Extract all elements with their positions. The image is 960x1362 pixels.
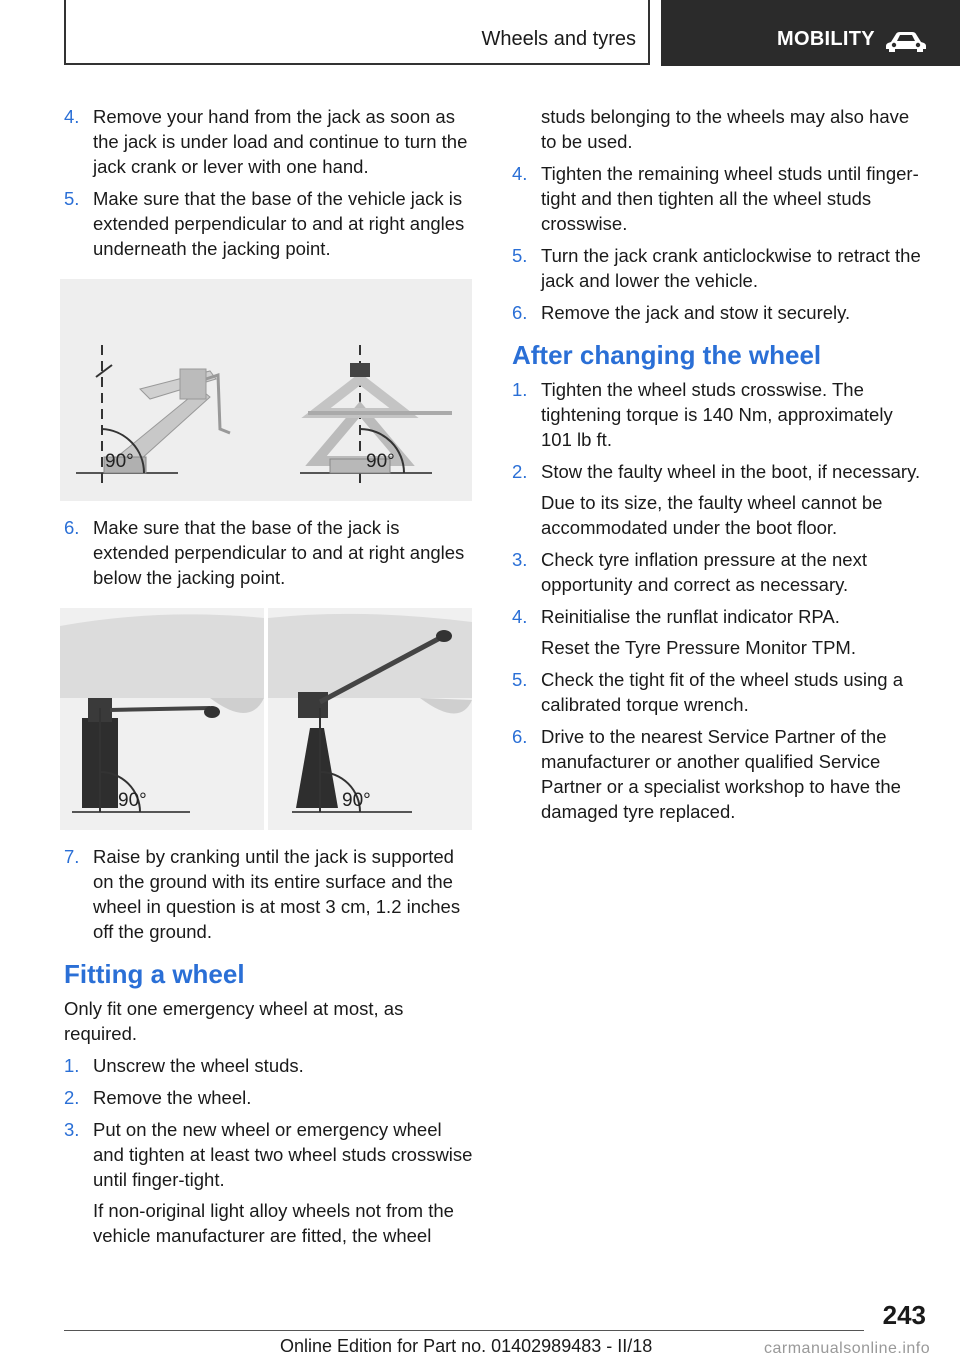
list-item-continuation [512,104,924,154]
angle-label: 90° [105,451,134,472]
footer-rule [64,1330,864,1331]
list-item [64,104,476,179]
angle-label: 90° [342,790,371,811]
jack-illustration [60,279,472,501]
list-item [512,459,924,540]
list-item [512,667,924,717]
figure-jack-below-point [60,608,472,830]
step-text: Remove the jack and stow it securely. [541,302,851,323]
header-rule-mid [648,0,650,64]
step-number: 4. [512,606,528,627]
angle-label: 90° [118,790,147,811]
step-text: Unscrew the wheel studs. [93,1055,304,1076]
list-item [512,604,924,660]
step-text: Remove the wheel. [93,1087,252,1108]
car-icon [885,30,927,52]
jack-vehicle-illustration [60,608,472,830]
step-text: Turn the jack crank anticlockwise to retract the jack and lower the vehicle. [541,245,921,291]
left-column [64,104,476,1255]
step-note: If non-original light alloy wheels not from the vehicle manufacturer are fitted, the wheel [93,1200,454,1246]
right-column [512,104,924,831]
step-number: 6. [512,302,528,323]
watermark: carmanualsonline.info [764,1340,931,1357]
step-text: Check the tight fit of the wheel studs using a calibrated torque wrench. [541,669,903,715]
footer-edition: Online Edition for Part no. 01402989483 - II/18 [280,1336,653,1356]
step-note: Reset the Tyre Pressure Monitor TPM. [541,637,856,658]
list-item [512,161,924,236]
step-text: Tighten the wheel studs crosswise. The tightening torque is 140 Nm, approximately 101 lb ft. [541,379,893,450]
list-item [512,243,924,293]
list-item [512,547,924,597]
step-number: 6. [64,517,80,538]
list-item [512,300,924,325]
angle-label: 90° [366,451,395,472]
step-number: 5. [512,245,528,266]
step-number: 6. [512,726,528,747]
step-text: Stow the faulty wheel in the boot, if necessary. [541,461,921,482]
step-text: Drive to the nearest Service Partner of the manufacturer or another qualified Service Partner or a specialist workshop to have the damaged tyre replaced. [541,726,901,822]
step-number: 5. [64,188,80,209]
step-text: Remove your hand from the jack as soon as the jack is under load and continue to turn the jack crank or lever with one hand. [93,106,468,177]
step-text: studs belonging to the wheels may also have to be used. [541,106,910,152]
step-text: Check tyre inflation pressure at the next opportunity and correct as necessary. [541,549,867,595]
step-number: 4. [512,163,528,184]
list-item [64,186,476,261]
list-item [512,724,924,824]
header-chapter-label: MOBILITY [777,28,875,50]
list-item [512,377,924,452]
header-rule-bottom [64,63,650,65]
page-number: 243 [882,1300,926,1330]
step-number: 5. [512,669,528,690]
step-text: Reinitialise the runflat indicator RPA. [541,606,840,627]
step-text: Make sure that the base of the jack is extended perpendicular to and at right angles below the jacking point. [93,517,465,588]
section-intro: Only fit one emergency wheel at most, as required. [64,998,404,1044]
step-text: Make sure that the base of the vehicle jack is extended perpendicular to and at right angles underneath the jacking point. [93,188,465,259]
header-rule-left [64,0,66,64]
header-section-title: Wheels and tyres [481,28,636,50]
step-number: 3. [64,1119,80,1140]
step-number: 2. [64,1087,80,1108]
section-heading-fitting: Fitting a wheel [64,959,245,989]
step-text: Put on the new wheel or emergency wheel and tighten at least two wheel studs crosswise until finger-tight. [93,1119,473,1190]
figure-jack-perpendicular [60,279,472,501]
step-number: 1. [512,379,528,400]
section-heading-after: After changing the wheel [512,340,822,370]
step-text: Raise by cranking until the jack is supported on the ground with its entire surface and the wheel in question is at most 3 cm, 1.2 inches off the ground. [93,846,461,942]
list-item [64,1117,476,1248]
step-number: 1. [64,1055,80,1076]
list-item [64,515,476,590]
step-number: 2. [512,461,528,482]
step-note: Due to its size, the faulty wheel cannot be accommodated under the boot floor. [541,492,883,538]
list-item [64,1085,476,1110]
step-text: Tighten the remaining wheel studs until finger-tight and then tighten all the wheel studs crosswise. [541,163,919,234]
header-chapter-tab[interactable] [661,0,960,66]
step-number: 3. [512,549,528,570]
list-item [64,1053,476,1078]
step-number: 7. [64,846,80,867]
step-number: 4. [64,106,80,127]
list-item [64,844,476,944]
